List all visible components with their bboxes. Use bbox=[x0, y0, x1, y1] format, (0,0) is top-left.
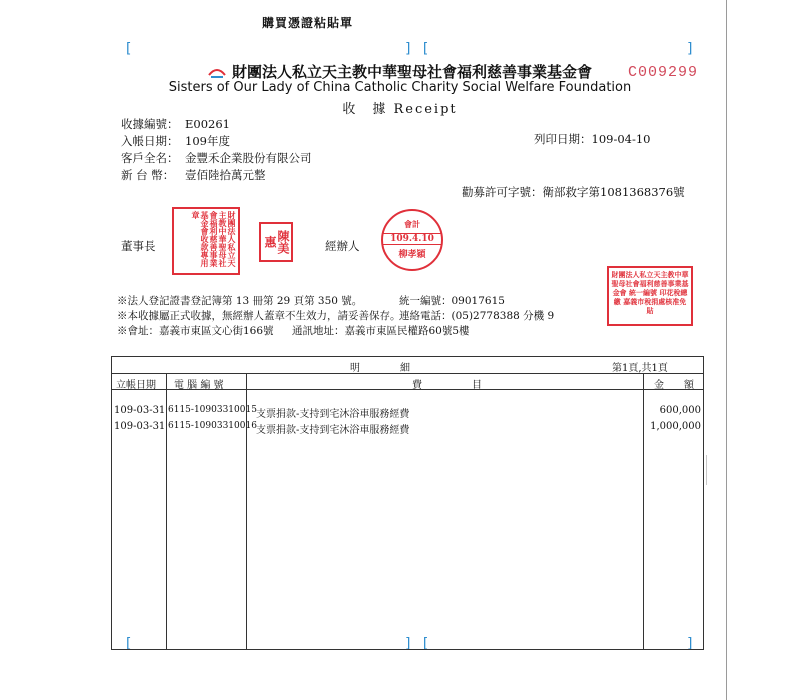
handler-label: 經辦人 bbox=[325, 239, 360, 253]
col-divider-3 bbox=[643, 373, 644, 650]
chairman-label: 董事長 bbox=[121, 239, 156, 253]
detail-section-title: 明 細 bbox=[350, 363, 410, 374]
corner-bracket: ] [ bbox=[404, 41, 430, 57]
year-row bbox=[121, 133, 230, 149]
amount-label: 新 台 幣： bbox=[121, 168, 175, 182]
handler-seal-name: 柳孝穎 bbox=[398, 250, 426, 260]
foundation-seal-text: 財團法人私立天主教中華聖母社會福利慈善事業基金會收款專用章 bbox=[191, 211, 237, 267]
permit-label: 勸募許可字號： bbox=[462, 185, 543, 199]
row-item: 支票捐款-支持到宅沐浴車服務經費 bbox=[256, 425, 410, 436]
column-header-date: 立帳日期 bbox=[116, 380, 156, 391]
print-date-value: 109-04-10 bbox=[591, 132, 651, 146]
row-date: 109-03-31 bbox=[114, 405, 166, 416]
row-amount: 1,000,000 bbox=[650, 421, 701, 432]
detail-page-info: 第1頁,共1頁 bbox=[612, 363, 668, 374]
top-caption: 購買憑證粘貼單 bbox=[262, 16, 354, 30]
note-line-1a: ※法人登記證書登記簿第 13 冊第 29 頁第 350 號。 bbox=[117, 295, 363, 307]
foundation-seal bbox=[172, 207, 240, 275]
year-value: 109年度 bbox=[185, 134, 230, 148]
permit-value: 衛部救字第1081368376號 bbox=[542, 185, 685, 199]
column-header-amount: 金 額 bbox=[654, 380, 694, 391]
receipt-title: 收 據 Receipt bbox=[342, 102, 458, 117]
note-line-3a: ※會址：嘉義市東區文心街166號 bbox=[117, 325, 274, 337]
row-item: 支票捐款-支持到宅沐浴車服務經費 bbox=[256, 409, 410, 420]
receipt-no-label: 收據編號： bbox=[121, 117, 179, 131]
col-divider-1 bbox=[166, 373, 167, 650]
receipt-no-value: E00261 bbox=[185, 117, 230, 131]
note-line-1b: 統一編號：09017615 bbox=[399, 295, 505, 307]
column-header-code: 電 腦 編 號 bbox=[174, 380, 224, 391]
mid-vertical-guide bbox=[706, 455, 707, 485]
print-date-row bbox=[534, 131, 651, 147]
org-name-en: Sisters of Our Lady of China Catholic Charity Social Welfare Foundation bbox=[168, 80, 632, 95]
print-date-label: 列印日期： bbox=[534, 132, 592, 146]
note-line-2a: ※本收據屬正式收據，無經辦人蓋章不生效力，請妥善保存。 bbox=[117, 310, 401, 322]
tax-seal bbox=[607, 266, 693, 326]
foundation-logo-icon bbox=[208, 65, 226, 79]
corner-bracket: [ bbox=[124, 636, 133, 652]
amount-row bbox=[121, 167, 266, 183]
row-code: 6115-10903310015 bbox=[168, 405, 257, 415]
org-name-zh bbox=[0, 61, 800, 82]
row-code: 6115-10903310016 bbox=[168, 421, 257, 431]
chairman-seal bbox=[259, 222, 293, 262]
customer-value: 金豐禾企業股份有限公司 bbox=[185, 151, 312, 165]
column-header-item: 費 目 bbox=[412, 380, 482, 391]
tax-seal-text: 財團法人私立天主教中華聖母社會福利慈善事業基金會 統一編號 印花稅總繳 嘉義市稅捐處核准免貼 bbox=[611, 270, 689, 315]
serial-number: C009299 bbox=[627, 64, 698, 81]
handler-seal-date: 109.4.10 bbox=[383, 233, 441, 245]
corner-bracket: ] [ bbox=[404, 636, 430, 652]
year-label: 入帳日期： bbox=[121, 134, 179, 148]
permit-row bbox=[462, 184, 685, 200]
customer-row bbox=[121, 150, 312, 166]
amount-words: 壹佰陸拾萬元整 bbox=[185, 168, 266, 182]
note-line-2b: 連絡電話：(05)2778388 分機 9 bbox=[399, 310, 555, 322]
corner-bracket: ] bbox=[686, 636, 695, 652]
receipt-no-row bbox=[121, 116, 230, 132]
row-amount: 600,000 bbox=[659, 405, 701, 416]
chairman-seal-text: 陳美惠 bbox=[263, 230, 290, 254]
note-line-3b: 通訊地址：嘉義市東區民權路60號5樓 bbox=[292, 325, 470, 337]
row-date: 109-03-31 bbox=[114, 421, 166, 432]
customer-label: 客戶全名： bbox=[121, 151, 179, 165]
detail-table bbox=[111, 356, 704, 650]
handler-seal bbox=[381, 209, 443, 271]
handler-seal-top: 會計 bbox=[404, 219, 420, 229]
org-name-zh-text: 財團法人私立天主教中華聖母社會福利慈善事業基金會 bbox=[231, 63, 592, 81]
corner-bracket: [ bbox=[124, 41, 133, 57]
corner-bracket: ] bbox=[686, 41, 695, 57]
